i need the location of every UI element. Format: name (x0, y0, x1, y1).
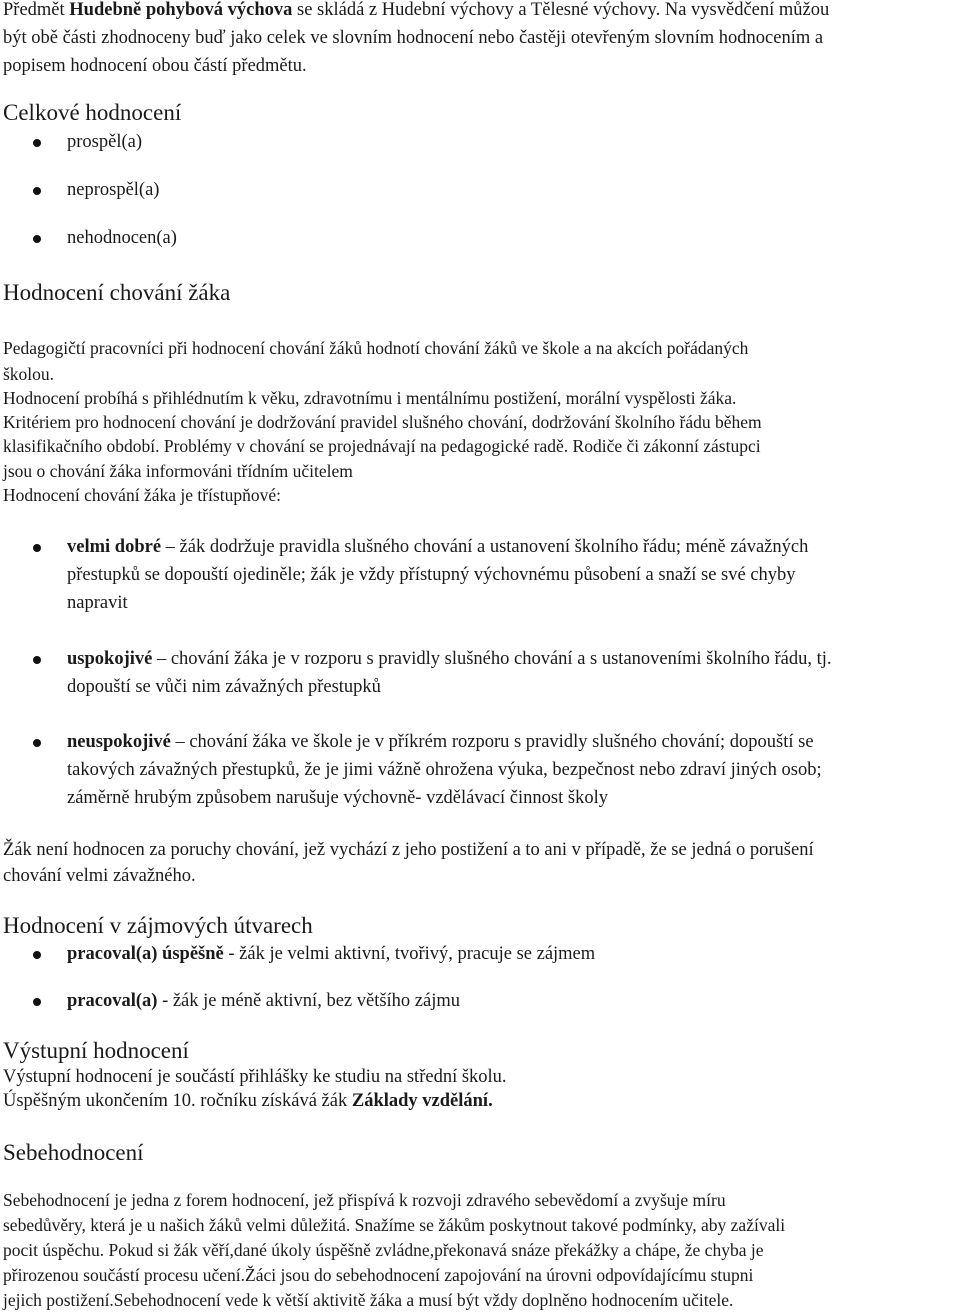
chovani-p3-line-2: klasifikačního období. Problémy v chování se projednávají na pedagogické radě. Rodiče či zákonní zástupci (3, 436, 761, 456)
sebehodnoceni-line-1: Sebehodnocení je jedna z forem hodnocení, jež přispívá k rozvoji zdravého sebevědomí a zvyšuje míru (3, 1190, 726, 1210)
grade-term: uspokojivé (67, 649, 153, 669)
bullet-icon (33, 656, 41, 664)
chovani-p3-line-1: Kritériem pro hodnocení chování je dodržování pravidel slušného chování, dodržování školního řádu během (3, 412, 762, 432)
bullet-icon (33, 998, 41, 1006)
intro-line-3: popisem hodnocení obou částí předmětu. (3, 56, 307, 76)
chovani-p2: Hodnocení probíhá s přihlédnutím k věku, zdravotnímu i mentálnímu postižení, morální vyspělosti žáka. (3, 388, 737, 408)
intro-line-1: Předmět Hudebně pohybová výchova se skládá z Hudební výchovy a Tělesné výchovy. Na vysvědčení můžou (3, 0, 830, 20)
grade-term: neuspokojivé (67, 732, 171, 752)
sebehodnoceni-line-5: jejich postižení.Sebehodnocení vede k větší aktivitě žáka a musí být vždy doplněno hodnocením učitele. (3, 1290, 734, 1310)
chovani-p5-line-2: chování velmi závažného. (3, 866, 196, 886)
chovani-p4: Hodnocení chování žáka je třístupňové: (3, 485, 281, 505)
grade-term: velmi dobré (67, 537, 162, 557)
sebehodnoceni-line-2: sebedůvěry, která je u našich žáků velmi důležitá. Snažíme se žákům poskytnout takové podmínky, aby zažívali (3, 1215, 786, 1235)
intro-line-2: být obě části zhodnoceny buď jako celek ve slovním hodnocení nebo častěji otevřeným slovním hodnocením a (3, 28, 824, 48)
heading-chovani: Hodnocení chování žáka (3, 280, 231, 305)
bullet-icon (33, 739, 41, 747)
sebehodnoceni-line-4: přirozenou součástí procesu učení.Žáci jsou do sebehodnocení zapojování na úrovni odpovídajícímu stupni (3, 1265, 754, 1285)
bullet-icon (33, 235, 41, 243)
bullet-icon (33, 187, 41, 195)
sebehodnoceni-line-3: pocit úspěchu. Pokud si žák věří,dané úkoly úspěšně zvládne,překonavá snáze překážky a chápe, že chyba je (3, 1240, 764, 1260)
chovani-p3-line-3: jsou o chování žáka informováni třídním učitelem (3, 461, 353, 481)
vystupni-line-2: Úspěšným ukončením 10. ročníku získává žák Základy vzdělání. (3, 1091, 493, 1111)
chovani-p1-line-1: Pedagogičtí pracovníci při hodnocení chování žáků hodnotí chování žáků ve škole a na akcích pořádaných (3, 338, 749, 358)
bullet-icon (33, 951, 41, 959)
chovani-p1-line-2: školou. (3, 364, 55, 384)
vystupni-line-1: Výstupní hodnocení je součástí přihlášky ke studiu na střední školu. (3, 1067, 507, 1087)
chovani-p5-line-1: Žák není hodnocen za poruchy chování, jež vychází z jeho postižení a to ani v případě, že se jedná o porušení (3, 840, 814, 860)
subject-name: Hudebně pohybová výchova (69, 0, 293, 20)
heading-sebehodnoceni: Sebehodnocení (3, 1140, 144, 1165)
heading-vystupni: Výstupní hodnocení (3, 1038, 189, 1063)
heading-zajmove: Hodnocení v zájmových útvarech (3, 913, 313, 938)
bullet-icon (33, 544, 41, 552)
heading-celkove: Celkové hodnocení (3, 100, 182, 125)
bullet-icon (33, 139, 41, 147)
